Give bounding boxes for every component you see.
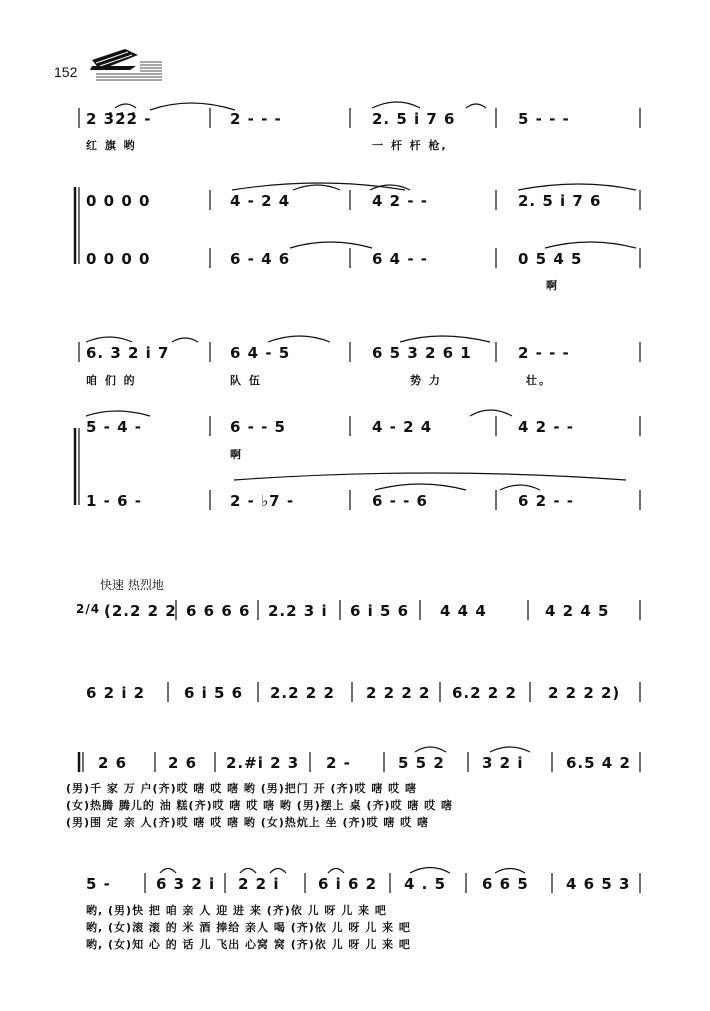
s1-v3-measure-1: 0 0 0 0	[86, 250, 151, 268]
s2-v1-measure-2: 6 4 - 5	[230, 344, 291, 362]
s1-v3-lyric: 啊	[546, 279, 559, 292]
s5-bar-4: 6 i 6 2	[318, 875, 378, 893]
s4-lyric-verse-3: (男)围 定 亲 人(齐)哎 嗐 哎 嗐 哟 (女)热炕上 坐 (齐)哎 嗐 哎 嗐	[66, 816, 430, 829]
s3-line2-bar-6: 2 2 2 2)	[548, 684, 621, 702]
s5-bar-5: 4 . 5	[404, 875, 447, 893]
s3-line2-bar-4: 2 2 2 2	[366, 684, 431, 702]
s5-bar-3: 2 2 i	[238, 875, 280, 893]
s5-bar-7: 4 6 5 3	[566, 875, 631, 893]
s4-bar-5: 5 5 2	[398, 754, 445, 772]
s5-lyric-verse-2: 哟, (女)滚 滚 的 米 酒 捧给 亲人 喝 (齐)依 儿 呀 儿 来 吧	[86, 921, 411, 934]
s2-v3-measure-2: 2 - ♭7 -	[230, 492, 295, 510]
s3-line1-bar-1: (2.2 2 2	[104, 602, 177, 620]
s1-v3-measure-3: 6 4 - -	[372, 250, 428, 268]
s2-v1-measure-1: 6. 3 2 i 7	[86, 344, 170, 362]
s2-v2-measure-1: 5 - 4 -	[86, 418, 142, 436]
s2-v2-measure-4: 4 2 - -	[518, 418, 574, 436]
page-number: 152	[54, 64, 78, 80]
s1-v2-measure-4: 2. 5 i 7 6	[518, 192, 602, 210]
s4-bar-4: 2 -	[326, 754, 351, 772]
s2-v2-measure-2: 6 - - 5	[230, 418, 286, 436]
tempo-marking: 快速 热烈地	[100, 578, 164, 592]
s5-lyric-verse-1: 哟, (男)快 把 咱 亲 人 迎 进 来 (齐)依 儿 呀 儿 来 吧	[86, 904, 387, 917]
s5-lyric-verse-3: 哟, (女)知 心 的 话 儿 飞出 心窝 窝 (齐)依 儿 呀 儿 来 吧	[86, 938, 411, 951]
s5-bar-2: 6 3 2 i	[156, 875, 216, 893]
s3-line1-bar-5: 4 4 4	[440, 602, 487, 620]
s3-line2-bar-2: 6 i 5 6	[184, 684, 244, 702]
s4-bar-2: 2 6	[168, 754, 198, 772]
s4-bar-6: 3 2 i	[482, 754, 524, 772]
s3-line1-bar-2: 6 6 6 6	[186, 602, 251, 620]
s1-v3-measure-4: 0 5 4 5	[518, 250, 583, 268]
s2-v3-measure-3: 6 - - 6	[372, 492, 428, 510]
s2-v3-measure-4: 6 2 - -	[518, 492, 574, 510]
s2-lyric-b: 队 伍	[230, 374, 262, 387]
s3-line1-bar-4: 6 i 5 6	[350, 602, 410, 620]
s4-bar-3: 2.#i 2 3	[226, 754, 300, 772]
s1-lyric-a: 红 旗 哟	[86, 139, 137, 152]
s5-bar-1: 5 -	[86, 875, 111, 893]
s3-line1-bar-6: 4 2 4 5	[545, 602, 610, 620]
s3-line1-bar-3: 2.2 3 i	[268, 602, 328, 620]
s4-lyric-verse-2: (女)热腾 腾儿的 油 糕(齐)哎 嗐 哎 嗐 哟 (男)摆上 桌 (齐)哎 嗐 哎 嗐	[66, 799, 454, 812]
s2-v3-measure-1: 1 - 6 -	[86, 492, 142, 510]
s4-bar-7: 6.5 4 2	[566, 754, 631, 772]
s1-v1-measure-3: 2. 5 i 7 6	[372, 110, 456, 128]
s2-v1-measure-3: 6 5 3 2 6 1	[372, 344, 472, 362]
s2-lyric-a: 咱 们 的	[86, 374, 137, 387]
s3-line2-bar-3: 2.2 2 2	[270, 684, 335, 702]
s2-lyric-c: 势 力	[410, 374, 442, 387]
s3-line2-bar-5: 6.2 2 2	[452, 684, 517, 702]
piano-logo-icon	[90, 49, 162, 80]
s1-v2-measure-2: 4 - 2 4	[230, 192, 291, 210]
s1-v2-measure-1: 0 0 0 0	[86, 192, 151, 210]
s1-v3-measure-2: 6 - 4 6	[230, 250, 291, 268]
s5-bar-6: 6 6 5	[482, 875, 529, 893]
s2-v1-measure-4: 2 - - -	[518, 344, 570, 362]
s1-lyric-b: 一 杆 杆 枪,	[372, 139, 448, 152]
s2-lyric-d: 壮。	[526, 374, 552, 387]
s1-v2-measure-3: 4 2 - -	[372, 192, 428, 210]
s2-v2-lyric: 啊	[230, 448, 243, 461]
s3-line2-bar-1: 6 2 i 2	[86, 684, 146, 702]
s2-v2-measure-3: 4 - 2 4	[372, 418, 433, 436]
s1-v1-measure-2: 2 - - -	[230, 110, 282, 128]
s4-lyric-verse-1: (男)千 家 万 户(齐)哎 嗐 哎 嗐 哟 (男)把门 开 (齐)哎 嗐 哎 嗐	[66, 782, 418, 795]
s4-bar-1: 2 6	[98, 754, 128, 772]
s1-v1-measure-4: 5 - - -	[518, 110, 570, 128]
s1-v1-measure-1: 2 3̇2̇2̇ -	[86, 110, 152, 128]
time-signature: 2/4	[76, 602, 101, 616]
